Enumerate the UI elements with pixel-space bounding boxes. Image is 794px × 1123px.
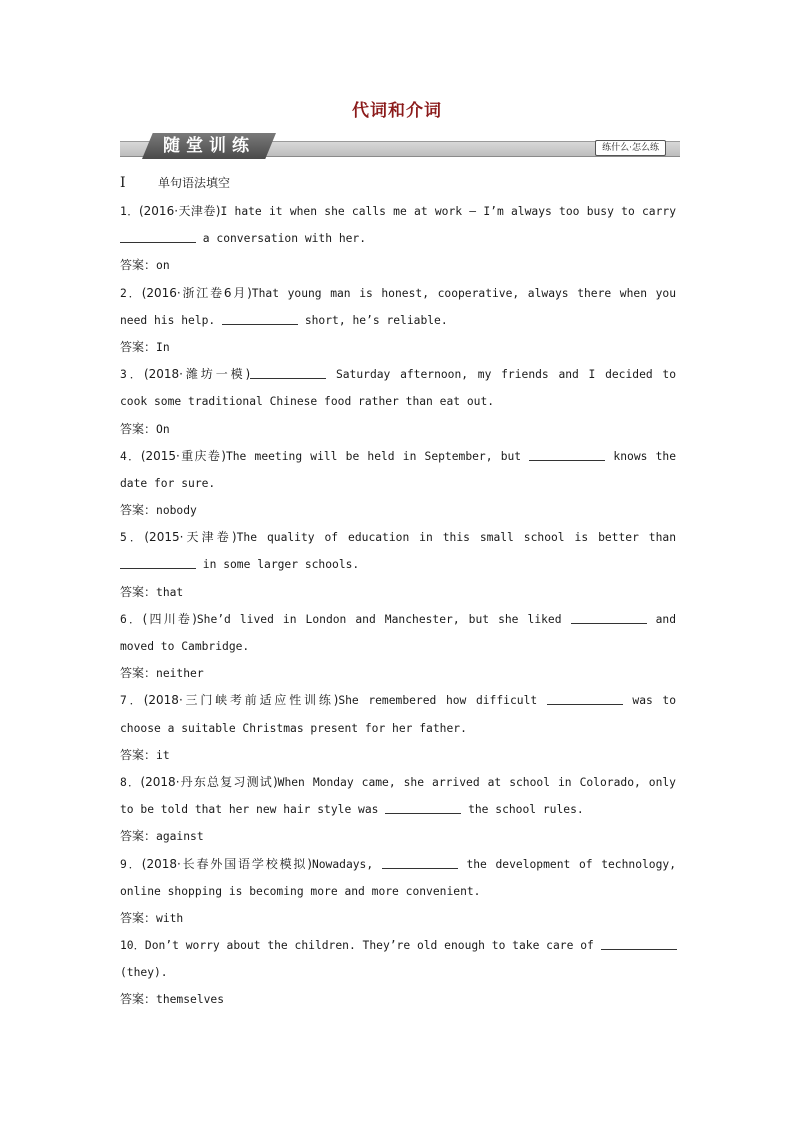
- answer-10: [120, 986, 676, 1013]
- answer-4: [120, 497, 676, 524]
- question-number: 7．: [120, 694, 144, 708]
- answer-prefix: 答案：: [120, 992, 157, 1007]
- answer-6: [120, 660, 676, 687]
- question-text: She’d lived in London and Manchester, but she liked: [196, 612, 571, 626]
- answer-prefix: 答案：: [120, 910, 157, 925]
- answer-prefix: 答案：: [120, 747, 157, 762]
- question-text: Don’t worry about the children. They’re old enough to take care of: [144, 939, 601, 953]
- question-number: 9．: [120, 857, 142, 871]
- answer-prefix: 答案：: [120, 503, 157, 518]
- question-text: That young man is honest, cooperative, always there when you: [251, 286, 676, 300]
- question-2-line-2: [120, 307, 676, 334]
- question-number: 10．: [120, 939, 145, 953]
- answer-prefix: 答案：: [120, 258, 157, 273]
- question-source: (2015·重庆卷): [140, 448, 226, 463]
- answer-value: In: [156, 340, 170, 354]
- question-text: the development of technology,: [457, 857, 677, 871]
- answer-value: with: [156, 911, 184, 925]
- question-5-line-1: [120, 524, 676, 551]
- answer-blank[interactable]: [529, 448, 605, 461]
- question-4-line-1: [120, 443, 676, 470]
- page-title: 代词和介词: [352, 101, 442, 121]
- answer-blank[interactable]: [222, 312, 298, 325]
- answer-8: [120, 823, 676, 850]
- answer-blank[interactable]: [547, 692, 623, 705]
- answer-7: [120, 742, 676, 769]
- answer-2: [120, 334, 676, 361]
- question-text: online shopping is becoming more and more convenient.: [120, 884, 481, 898]
- section-roman: Ⅰ: [120, 175, 126, 191]
- question-10-line-1: [120, 932, 676, 959]
- answer-prefix: 答案：: [120, 421, 157, 436]
- question-text: moved to Cambridge.: [120, 640, 250, 653]
- question-text: The quality of education in this small school is better than: [236, 531, 677, 545]
- question-number: 3．: [120, 368, 144, 382]
- question-source: (2015·天津卷): [144, 530, 237, 545]
- section-label: 单句语法填空: [158, 176, 231, 190]
- answer-blank[interactable]: [382, 856, 458, 869]
- question-source: (2018·潍坊一模): [143, 367, 251, 382]
- question-9-line-2: [120, 878, 676, 905]
- question-number: 4．: [120, 449, 141, 463]
- question-text: When Monday came, she arrived at school in Colorado, only: [277, 775, 676, 789]
- question-list: [120, 172, 676, 1014]
- question-7-line-2: [120, 715, 676, 742]
- banner-tab-label: 随堂训练: [163, 136, 255, 156]
- question-6-line-1: [120, 606, 676, 633]
- section-banner: [120, 133, 680, 159]
- answer-value: themselves: [156, 993, 225, 1007]
- question-text: to be told that her new hair style was: [120, 803, 386, 817]
- answer-3: [120, 416, 676, 443]
- answer-prefix: 答案：: [120, 666, 157, 681]
- question-text: short, he’s reliable.: [298, 313, 448, 327]
- question-number: 2．: [120, 286, 142, 300]
- question-3-line-2: [120, 388, 676, 415]
- question-text: a conversation with her.: [196, 232, 367, 246]
- answer-blank[interactable]: [250, 366, 326, 379]
- question-number: 5．: [120, 531, 145, 545]
- question-text: She remembered how difficult: [338, 694, 547, 708]
- question-source: (四川卷): [142, 611, 197, 626]
- question-2-line-1: [120, 280, 676, 307]
- question-7-line-1: [120, 687, 676, 714]
- answer-blank[interactable]: [120, 230, 196, 243]
- question-1-line-1: [120, 198, 676, 225]
- answer-value: against: [156, 830, 204, 844]
- question-6-line-2: [120, 633, 676, 660]
- question-text: The meeting will be held in September, but: [225, 449, 530, 463]
- question-text: date for sure.: [120, 476, 216, 490]
- question-text: need his help.: [120, 313, 223, 327]
- answer-value: it: [156, 748, 170, 762]
- answer-5: [120, 579, 676, 606]
- question-text: I hate it when she calls me at work — I’m always too busy to carry: [220, 205, 676, 218]
- question-8-line-1: [120, 769, 676, 796]
- question-number: 8．: [120, 775, 141, 789]
- question-text: the school rules.: [461, 803, 584, 817]
- answer-value: on: [156, 259, 170, 273]
- question-4-line-2: [120, 470, 676, 497]
- question-3-line-1: [120, 361, 676, 388]
- question-source: (2016·浙江卷6月): [141, 285, 252, 300]
- answer-blank[interactable]: [385, 801, 461, 814]
- answer-blank[interactable]: [120, 556, 196, 569]
- question-source: (2018·三门峡考前适应性训练): [143, 693, 339, 708]
- answer-value: On: [156, 422, 170, 436]
- question-number: 6．: [120, 612, 143, 626]
- answer-prefix: 答案：: [120, 829, 157, 844]
- answer-blank[interactable]: [601, 937, 677, 950]
- question-text: was to: [622, 694, 677, 708]
- answer-prefix: 答案：: [120, 584, 157, 599]
- answer-1: [120, 252, 676, 279]
- section-heading: [120, 172, 676, 194]
- question-10-line-2: [120, 959, 676, 986]
- question-9-line-1: [120, 851, 676, 878]
- question-1-line-2: [120, 225, 676, 252]
- question-text: (they).: [120, 966, 168, 980]
- question-source: (2018·长春外国语学校模拟): [141, 856, 312, 871]
- question-source: (2016·天津卷): [138, 204, 221, 218]
- question-text: knows the: [605, 449, 676, 463]
- answer-prefix: 答案：: [120, 339, 157, 354]
- question-8-line-2: [120, 796, 676, 823]
- question-number: 1．: [120, 205, 139, 218]
- question-source: (2018·丹东总复习测试): [140, 774, 278, 789]
- answer-value: neither: [156, 667, 204, 681]
- question-text: cook some traditional Chinese food rather than eat out.: [120, 395, 495, 409]
- question-text: choose a suitable Christmas present for her father.: [120, 721, 467, 735]
- answer-value: that: [156, 585, 184, 599]
- question-text: Nowadays,: [311, 857, 382, 871]
- answer-value: nobody: [156, 504, 197, 518]
- question-text: and: [646, 612, 676, 626]
- question-text: Saturday afternoon, my friends and I decided to: [326, 368, 677, 382]
- question-5-line-2: [120, 551, 676, 578]
- question-text: in some larger schools.: [196, 558, 360, 572]
- banner-right-label: 练什么·怎么练: [595, 140, 666, 156]
- answer-blank[interactable]: [571, 611, 647, 624]
- answer-9: [120, 905, 676, 932]
